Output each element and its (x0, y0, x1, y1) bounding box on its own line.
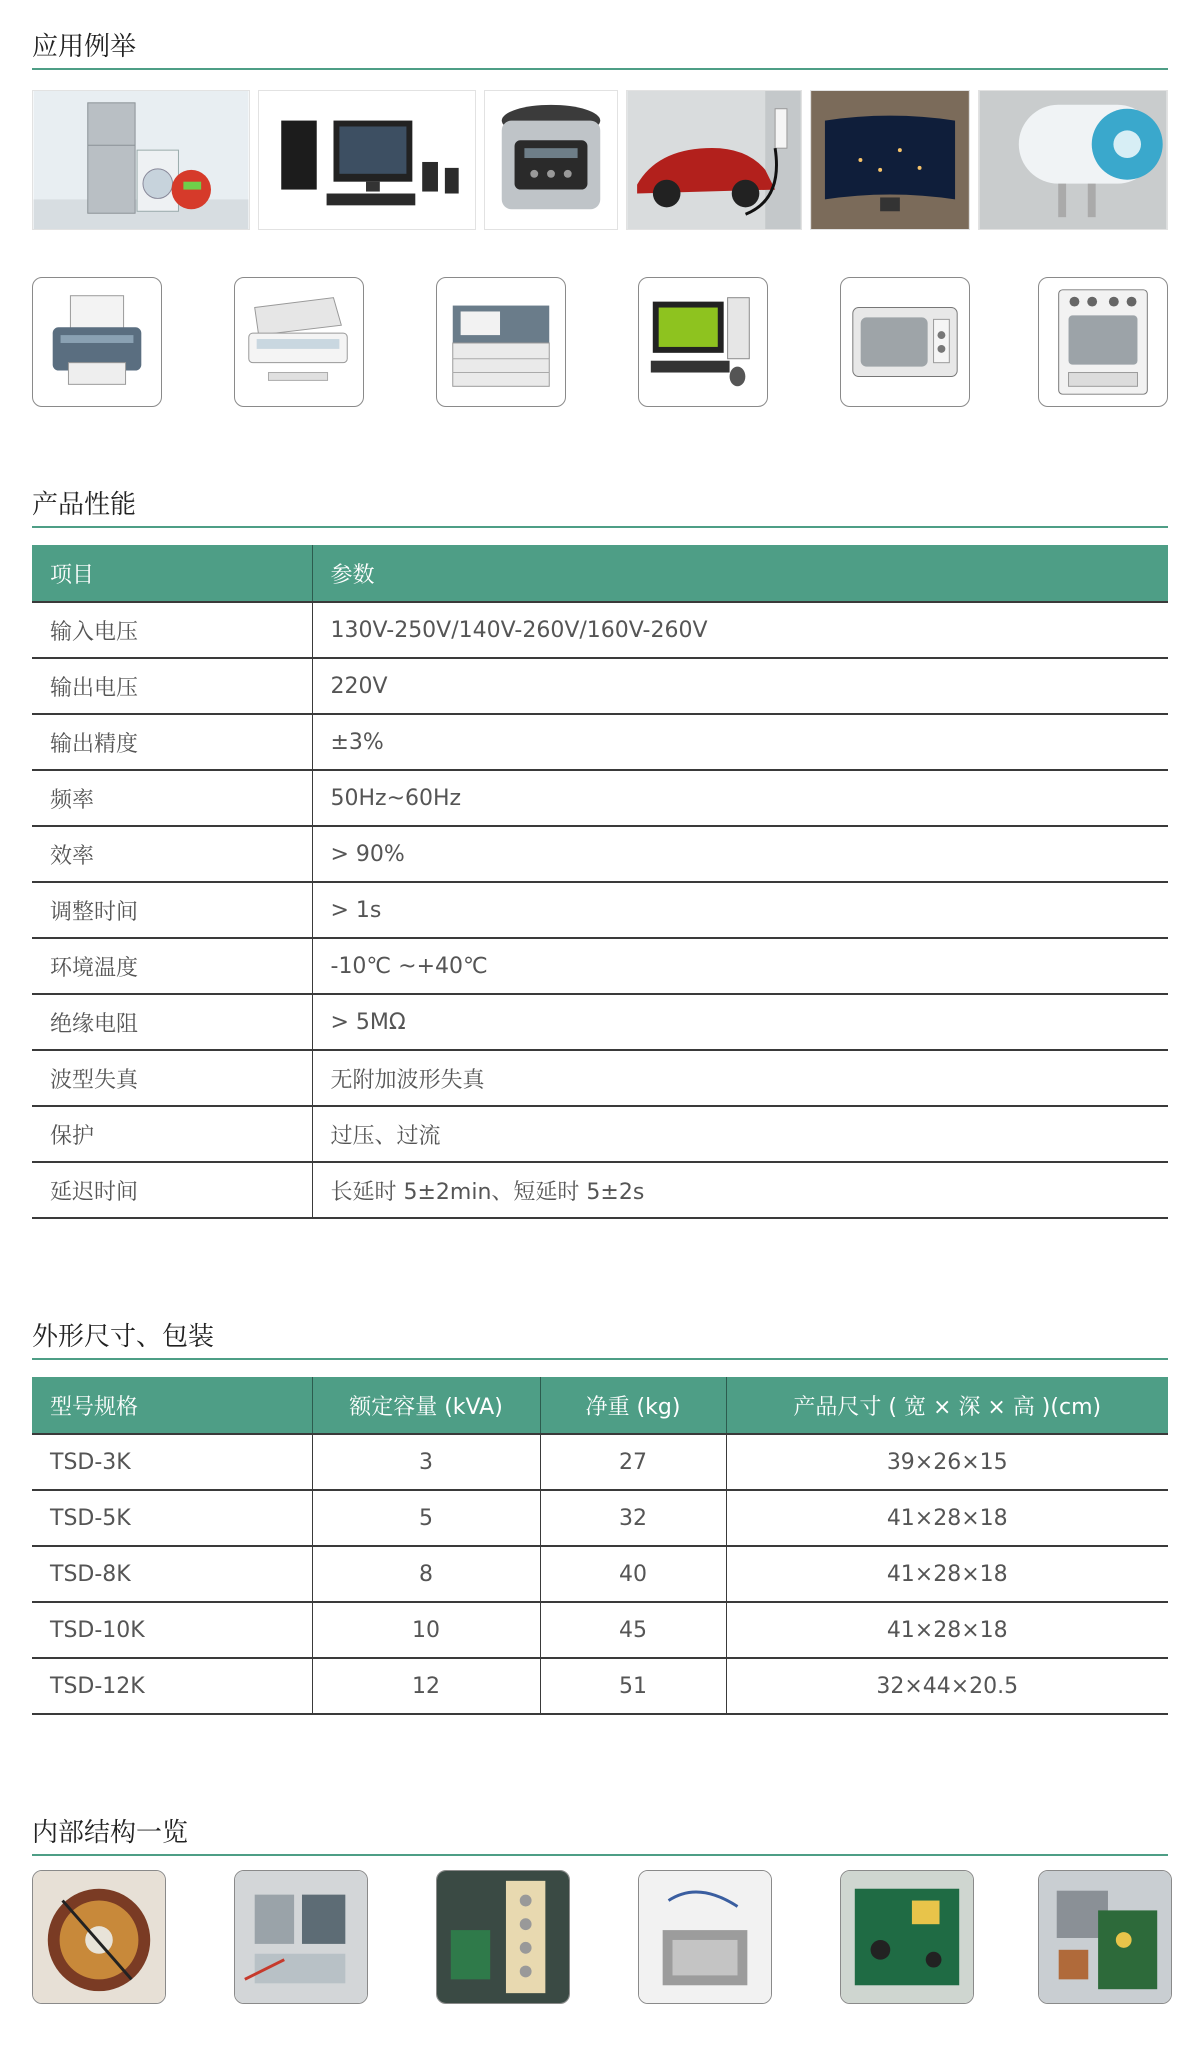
model-cell: TSD-10K (32, 1602, 312, 1658)
row-label: 频率 (32, 770, 312, 826)
capacity-cell: 10 (312, 1602, 540, 1658)
relay-board-image (234, 1870, 368, 2004)
section-title-dimensions: 外形尺寸、包装 (32, 1322, 215, 1352)
desktop-computer-icon (638, 277, 768, 407)
size-cell: 41×28×18 (726, 1602, 1168, 1658)
table-row (32, 1050, 1168, 1106)
row-value: 220V (312, 658, 1168, 714)
weight-cell: 27 (540, 1434, 726, 1490)
header-weight: 净重 (kg) (540, 1377, 726, 1434)
water-heater-image (978, 90, 1168, 230)
table-row (32, 826, 1168, 882)
table-row (32, 1602, 1168, 1658)
rice-cooker-image (484, 90, 618, 230)
curved-tv-image (810, 90, 970, 230)
section-divider (32, 1358, 1168, 1360)
transformer-coil-image (32, 1870, 166, 2004)
row-value: > 1s (312, 882, 1168, 938)
circuit-board-image (840, 1870, 974, 2004)
model-cell: TSD-12K (32, 1658, 312, 1714)
control-board-image (1038, 1870, 1172, 2004)
weight-cell: 45 (540, 1602, 726, 1658)
row-label: 调整时间 (32, 882, 312, 938)
capacity-cell: 8 (312, 1546, 540, 1602)
capacity-cell: 12 (312, 1658, 540, 1714)
terminal-block-image (436, 1870, 570, 2004)
model-cell: TSD-5K (32, 1490, 312, 1546)
size-cell: 41×28×18 (726, 1490, 1168, 1546)
performance-table (32, 545, 1168, 1219)
size-cell: 39×26×15 (726, 1434, 1168, 1490)
weight-cell: 40 (540, 1546, 726, 1602)
capacity-cell: 3 (312, 1434, 540, 1490)
oven-icon (1038, 277, 1168, 407)
row-value: -10℃ ~+40℃ (312, 938, 1168, 994)
table-row (32, 882, 1168, 938)
table-row (32, 602, 1168, 658)
table-row (32, 1162, 1168, 1218)
section-title-internal: 内部结构一览 (32, 1818, 189, 1848)
row-value: > 5MΩ (312, 994, 1168, 1050)
weight-cell: 51 (540, 1658, 726, 1714)
row-label: 输入电压 (32, 602, 312, 658)
row-value: 130V-250V/140V-260V/160V-260V (312, 602, 1168, 658)
row-label: 环境温度 (32, 938, 312, 994)
table-row (32, 1546, 1168, 1602)
transformer-image (638, 1870, 772, 2004)
scanner-icon (234, 277, 364, 407)
printer-icon (32, 277, 162, 407)
header-size: 产品尺寸 ( 宽 × 深 × 高 )(cm) (726, 1377, 1168, 1434)
table-row (32, 714, 1168, 770)
row-value: 过压、过流 (312, 1106, 1168, 1162)
size-cell: 32×44×20.5 (726, 1658, 1168, 1714)
row-label: 绝缘电阻 (32, 994, 312, 1050)
appliances-image (32, 90, 250, 230)
table-row (32, 938, 1168, 994)
computer-image (258, 90, 476, 230)
table-row (32, 1490, 1168, 1546)
row-value: ±3% (312, 714, 1168, 770)
table-row (32, 1106, 1168, 1162)
row-label: 效率 (32, 826, 312, 882)
row-label: 输出电压 (32, 658, 312, 714)
section-divider (32, 1854, 1168, 1856)
row-value: > 90% (312, 826, 1168, 882)
row-label: 保护 (32, 1106, 312, 1162)
microwave-icon (840, 277, 970, 407)
table-row (32, 994, 1168, 1050)
header-capacity: 额定容量 (kVA) (312, 1377, 540, 1434)
electric-car-image (626, 90, 802, 230)
dimension-table (32, 1377, 1168, 1715)
row-value: 无附加波形失真 (312, 1050, 1168, 1106)
weight-cell: 32 (540, 1490, 726, 1546)
model-cell: TSD-8K (32, 1546, 312, 1602)
capacity-cell: 5 (312, 1490, 540, 1546)
table-row (32, 658, 1168, 714)
row-value: 50Hz~60Hz (312, 770, 1168, 826)
section-divider (32, 526, 1168, 528)
header-parameter: 参数 (312, 545, 1168, 602)
section-title-applications: 应用例举 (32, 32, 137, 62)
size-cell: 41×28×18 (726, 1546, 1168, 1602)
table-row (32, 1658, 1168, 1714)
row-value: 长延时 5±2min、短延时 5±2s (312, 1162, 1168, 1218)
row-label: 波型失真 (32, 1050, 312, 1106)
section-divider (32, 68, 1168, 70)
copier-icon (436, 277, 566, 407)
row-label: 延迟时间 (32, 1162, 312, 1218)
section-title-performance: 产品性能 (32, 490, 137, 520)
header-item: 项目 (32, 545, 312, 602)
header-model: 型号规格 (32, 1377, 312, 1434)
table-row (32, 770, 1168, 826)
row-label: 输出精度 (32, 714, 312, 770)
model-cell: TSD-3K (32, 1434, 312, 1490)
table-row (32, 1434, 1168, 1490)
